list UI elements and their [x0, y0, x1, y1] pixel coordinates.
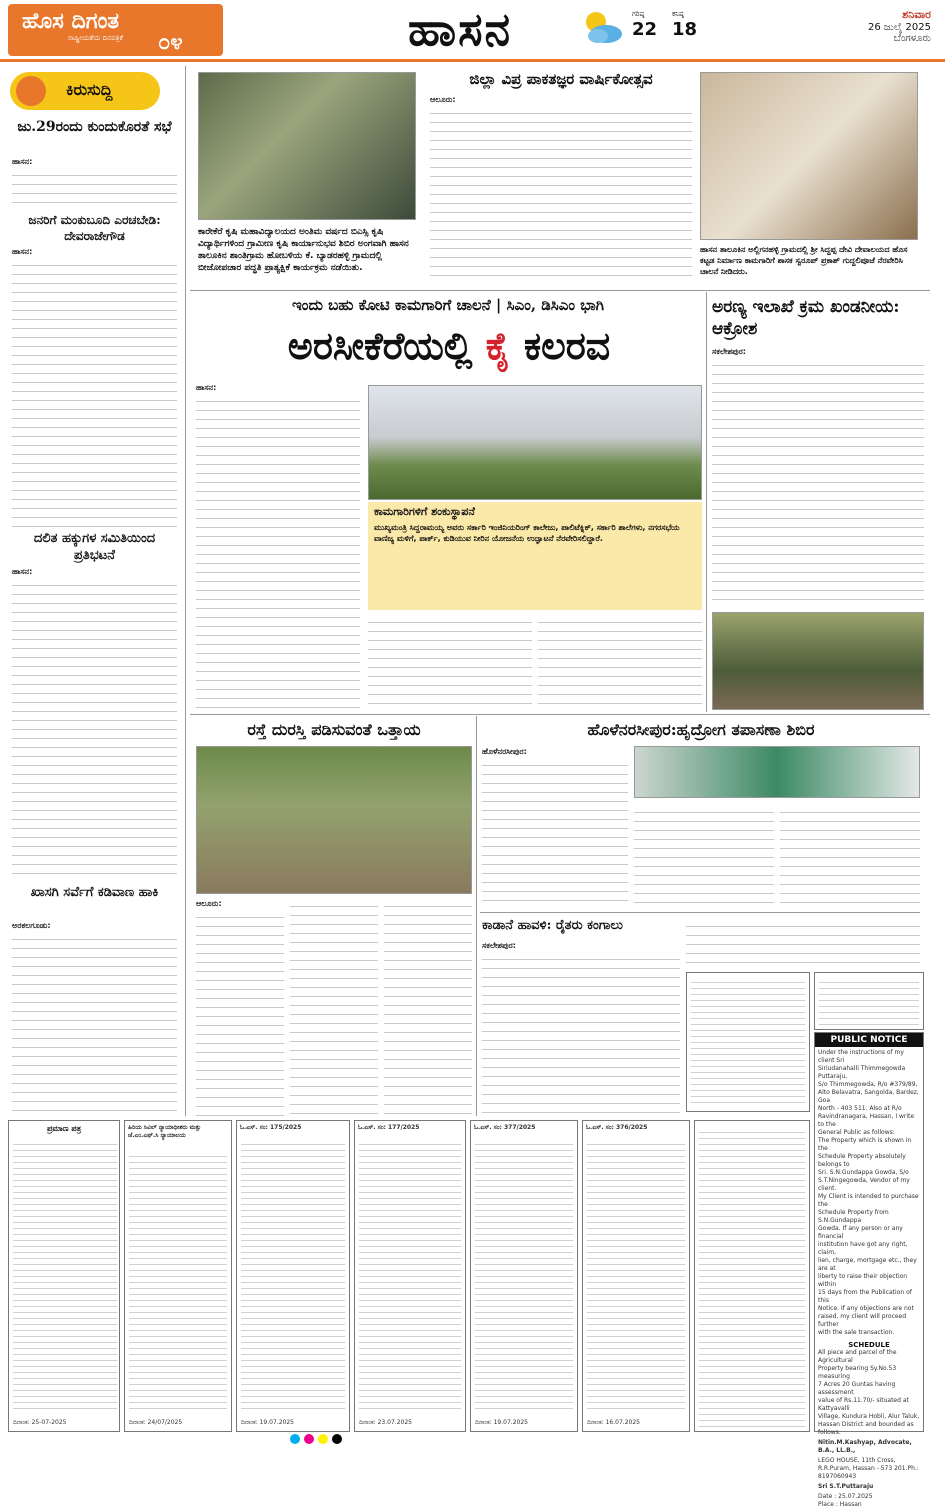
- public-notice-line: raised, my client will proceed further: [818, 1313, 907, 1328]
- public-notice-title: PUBLIC NOTICE: [815, 1033, 923, 1047]
- registration-mark-magenta: [304, 1434, 314, 1444]
- max-temp-block: [632, 10, 657, 40]
- court-date-1: ದಿನಾಂಕ: 24/07/2025: [129, 1419, 183, 1426]
- left-byline-3: ಹಾಸನ:: [12, 567, 33, 576]
- public-notice-line: General Public as follows:: [818, 1129, 895, 1136]
- registration-mark-black: [332, 1434, 342, 1444]
- max-temp-label: ಗರಿಷ್ಠ: [632, 10, 645, 18]
- public-notice-line: North - 403 511. Also at R/o: [818, 1105, 902, 1112]
- notice-address: LEGO HOUSE, 11th Cross, R.R.Puram, Hassan - 573 201.Ph.: 8197060943: [818, 1457, 919, 1480]
- road-body-col2: [290, 898, 378, 1116]
- public-notice-line: lien, charge, mortgage etc., they are at: [818, 1257, 917, 1272]
- public-notice-body: [815, 1047, 923, 1339]
- hand-icon: [16, 76, 46, 106]
- court-date-5: ದಿನಾಂಕ: 16.07.2025: [587, 1419, 640, 1426]
- public-notice-line: Schedule Property from S.N.Gundappa: [818, 1209, 889, 1224]
- certificate-notice: [8, 1120, 120, 1432]
- date-block: [868, 8, 931, 44]
- public-notice-line: with the sale transaction.: [818, 1329, 895, 1336]
- court-notice-text: [129, 1151, 227, 1413]
- heart-body-col2: [634, 804, 774, 907]
- certificate-text: [13, 1139, 117, 1409]
- certificate-date: ದಿನಾಂಕ: 25-07-2025: [13, 1419, 67, 1426]
- date-label: 26 ಜುಲೈ 2025: [868, 22, 931, 33]
- students-photo: [198, 72, 416, 220]
- public-notice-line: liberty to raise their objection within: [818, 1273, 908, 1288]
- max-temp: 22: [632, 19, 658, 40]
- lead-title: [196, 322, 702, 370]
- public-notice-line: Alto Belavatra, Sangolda, Bardez, Goa: [818, 1089, 919, 1104]
- students-photo-caption: ಕಾರೇಕೆರೆ ಕೃಷಿ ಮಹಾವಿದ್ಯಾಲಯದ ಅಂತಿಮ ವರ್ಷದ ಬಿಎಸ್ಸಿ ಕೃಷಿ ವಿದ್ಯಾರ್ಥಿಗಳಿಂದ ಗ್ರಾಮೀಣ ಕೃಷಿ ಕಾರ್ಯಾನುಭವ ಶಿಬಿರ ಅಂಗವಾಗಿ ಹಾಸನ ತಾಲೂಕಿನ ಶಾಂತಿಗ್ರಾಮ ಹೋಬಳಿಯ ಕೆ. ಬ್ಯಾಡರಹಳ್ಳಿ ಗ್ರಾಮದಲ್ಲಿ ಬೀಜೋಪಚಾರ ಪದ್ಧತಿ ಪ್ರಾತ್ಯಕ್ಷಿಕೆ ಕಾರ್ಯಕ್ರಮ ನಡೆಯಿತು.: [198, 227, 409, 273]
- column-divider: [476, 716, 477, 1116]
- left-body-1: [12, 167, 177, 207]
- court-notice-text: [475, 1139, 573, 1413]
- court-title: ಹಿರಿಯ ಸಿವಿಲ್ ನ್ಯಾಯಾಧೀಶರು ಮತ್ತು ಜೆ.ಎಂ.ಎಫ್.ಸಿ ನ್ಯಾಯಾಲಯ: [128, 1124, 201, 1139]
- court-notice-text: [359, 1139, 461, 1413]
- public-notice-line: Notice. If any objections are not: [818, 1305, 914, 1312]
- left-headline-1: ಜು.29ರಂದು ಕುಂದುಕೊರತೆ ಸಭೆ: [17, 119, 172, 135]
- road-headline: ರಸ್ತೆ ದುರಸ್ತಿ ಪಡಿಸುವಂತೆ ಒತ್ತಾಯ: [247, 720, 421, 739]
- min-temp: 18: [672, 19, 698, 40]
- min-temp-label: ಕನಿಷ್ಠ: [672, 10, 684, 18]
- heart-body-col3: [780, 804, 920, 907]
- left-headline-4: ಖಾಸಗಿ ಸರ್ವೆಗೆ ಕಡಿವಾಣ ಹಾಕಿ: [30, 885, 159, 900]
- lead-title-a: ಅರಸೀಕೆರೆಯಲ್ಲಿ: [287, 323, 486, 368]
- min-temp-block: [672, 10, 697, 40]
- lead-title-c: ಕಲರವ: [510, 323, 611, 368]
- section-divider: [190, 290, 930, 291]
- court-notice-4: [470, 1120, 578, 1432]
- court-notice-3: [354, 1120, 466, 1432]
- heart-byline: ಹೊಳೆನರಸೀಪುರ:: [482, 747, 527, 756]
- lead-box-text: ಮುಖ್ಯಮಂತ್ರಿ ಸಿದ್ದರಾಮಯ್ಯ ಅವರು ಸರ್ಕಾರಿ ಇಂಜಿನಿಯರಿಂಗ್ ಕಾಲೇಜು, ಪಾಲಿಟೆಕ್ನಿಕ್, ಸರ್ಕಾರಿ ಶಾಲೆಗಳು, ನಗರಸಭೆಯ ವಾಣಿಜ್ಯ ಮಳಿಗೆ, ಪಾರ್ಕ್, ಕುಡಿಯುವ ನೀರಿನ ಯೋಜನೆಯ ಉದ್ಘಾಟನೆ ನೆರವೇರಿಸಲಿದ್ದಾರೆ.: [374, 523, 680, 543]
- forest-headline: ಅರಣ್ಯ ಇಲಾಖೆ ಕ್ರಮ ಖಂಡನೀಯ: ಆಕ್ರೋಶ: [712, 297, 900, 339]
- case-number-4: ಓ.ಎಸ್. ಸಂ: 376/2025: [586, 1124, 648, 1131]
- public-notice-line: Ravindranagara, Hassan, I write to the: [818, 1113, 915, 1128]
- lead-body-col3: [538, 614, 702, 710]
- forest-body: [712, 357, 924, 607]
- court-date-4: ದಿನಾಂಕ: 19.07.2025: [475, 1419, 528, 1426]
- column-divider: [706, 292, 707, 712]
- logo: [8, 4, 223, 56]
- heart-headline: ಹೊಳೆನರಸೀಪುರ:ಹೃದ್ರೋಗ ತಪಾಸಣಾ ಶಿಬಿರ: [587, 720, 815, 739]
- case-number-1: ಓ.ಎಸ್. ಸಂ: 175/2025: [240, 1124, 302, 1131]
- logo-title: ಹೊಸ ದಿಗಂತ: [22, 8, 120, 34]
- legal-notice-text: [819, 977, 919, 1025]
- left-byline-4: ಅರಕಲಗೂಡು:: [12, 921, 51, 930]
- schedule-body: [815, 1349, 923, 1437]
- legal-notice-text: [691, 977, 805, 1107]
- court-notice-text: [699, 1127, 805, 1427]
- page-number: ೦೪: [158, 30, 183, 55]
- day-label: ಶನಿವಾರ: [902, 8, 931, 21]
- left-byline-2: ಹಾಸನ:: [12, 247, 33, 256]
- left-body-2: [12, 257, 177, 527]
- heart-body-col1: [482, 757, 628, 907]
- forest-byline: ಸಕಲೇಶಪುರ:: [712, 347, 746, 356]
- case-number-2: ಓ.ಎಸ್. ಸಂ: 177/2025: [358, 1124, 420, 1131]
- weather-icon: [578, 6, 626, 46]
- vipra-body: [430, 105, 692, 283]
- court-notice-text: [241, 1139, 345, 1413]
- lead-kicker: ಇಂದು ಬಹು ಕೋಟಿ ಕಾಮಗಾರಿಗೆ ಚಾಲನೆ | ಸಿಎಂ, ಡಿಸಿಎಂ ಭಾಗಿ: [292, 296, 604, 314]
- court-notice-1: [124, 1120, 232, 1432]
- left-headline-2: ಜನರಿಗೆ ಮಂಕುಬೂದಿ ಎರಚಬೇಡಿ: ದೇವರಾಜೇಗೌಡ: [28, 213, 161, 243]
- registration-mark-yellow: [318, 1434, 328, 1444]
- left-body-3: [12, 577, 177, 879]
- court-notice-5: [582, 1120, 690, 1432]
- section-divider: [190, 714, 930, 715]
- notice-place: Place : Hassan: [818, 1501, 862, 1508]
- schedule-line: Village, Kundura Hobli, Alur Taluk,: [818, 1413, 920, 1420]
- city-title: ಹಾಸನ: [408, 2, 513, 56]
- elephant-headline: ಕಾಡಾನೆ ಹಾವಳಿ: ರೈತರು ಕಂಗಾಲು: [482, 918, 623, 933]
- registration-mark-cyan: [290, 1434, 300, 1444]
- vipra-headline: ಜಿಲ್ಲಾ ವಿಪ್ರ ಪಾಕತಜ್ಞರ ವಾರ್ಷಿಕೋತ್ಸವ: [469, 70, 653, 88]
- public-notice-line: The Property which is shown in the: [818, 1137, 912, 1152]
- court-date-2: ದಿನಾಂಕ: 19.07.2025: [241, 1419, 294, 1426]
- lead-box-title: ಕಾಮಗಾರಿಗಳಿಗೆ ಶಂಕುಸ್ಥಾಪನೆ: [374, 505, 475, 518]
- left-headline-3: ದಲಿತ ಹಕ್ಕುಗಳ ಸಮಿತಿಯಿಂದ ಪ್ರತಿಭಟನೆ: [33, 531, 156, 563]
- road-body-col1: [196, 909, 284, 1116]
- temple-photo-caption: ಹಾಸನ ತಾಲೂಕಿನ ಅಲ್ಲಿಗನಹಳ್ಳಿ ಗ್ರಾಮದಲ್ಲಿ ಶ್ರೀ ಸಿದ್ದಪ್ಪ ದೇವಿ ದೇವಾಲಯದ ಹೊಸ ಕಟ್ಟಡ ನಿರ್ಮಾಣ ಕಾಮಗಾರಿಗೆ ಶಾಸಕ ಸ್ವರೂಪ್ ಪ್ರಕಾಶ್ ಗುದ್ದಲಿಪೂಜೆ ನೆರವೇರಿಸಿ ಚಾಲನೆ ನೀಡಿದರು.: [700, 245, 908, 276]
- public-notice-line: Sri. S.N.Gundappa Gowda, S/o: [818, 1169, 909, 1176]
- kirusuddi-label: ಕಿರುಸುದ್ದಿ: [66, 80, 113, 99]
- public-notice-line: Siriudanahalli Thimmegowda Puttaraju,: [818, 1065, 906, 1080]
- section-divider: [480, 912, 920, 913]
- legal-notice-box-2: [814, 972, 924, 1030]
- logo-tagline: ರಾಷ್ಟ್ರೀಯತೆಯ ದಿನಪತ್ರಿಕೆ: [68, 34, 123, 42]
- legal-notice-box-1: [686, 972, 810, 1112]
- schedule-line: value of Rs.11.70/- situated at Kattyavalli: [818, 1397, 909, 1412]
- heart-camp-photo: [634, 746, 920, 798]
- notice-date: Date : 25.07.2025: [818, 1493, 873, 1500]
- schedule-line: Hassan District and bounded as follows.: [818, 1421, 914, 1436]
- certificate-title: ಪ್ರಮಾಣ ಪತ್ರ: [46, 1124, 82, 1133]
- elephant-body-col1: [482, 951, 680, 1116]
- court-date-3: ದಿನಾಂಕ: 23.07.2025: [359, 1419, 412, 1426]
- elephant-byline: ಸಕಲೇಶಪುರ:: [482, 941, 516, 950]
- place-label: ಬೆಂಗಳೂರು: [893, 33, 931, 44]
- lead-highlight-box: [368, 502, 702, 610]
- court-notice-2: [236, 1120, 350, 1432]
- vipra-byline: ಆಲೂರು:: [430, 95, 456, 104]
- schedule-line: Property bearing Sy.No.53 measuring: [818, 1365, 897, 1380]
- court-notice-text: [587, 1139, 685, 1413]
- public-notice-line: Under the instructions of my client Sri: [818, 1049, 904, 1064]
- notice-sign-line: Sri S.T.Puttaraju: [818, 1483, 874, 1490]
- lead-byline: ಹಾಸನ:: [196, 383, 217, 392]
- public-notice-line: institution have got any right, claim,: [818, 1241, 908, 1256]
- temple-photo: [700, 72, 918, 240]
- case-number-3: ಓ.ಎಸ್. ಸಂ: 377/2025: [474, 1124, 536, 1131]
- public-notice-line: S.T.Ningegowda, Vendor of my client.: [818, 1177, 910, 1192]
- left-byline-1: ಹಾಸನ:: [12, 157, 33, 166]
- kirusuddi-badge: [10, 72, 160, 110]
- public-notice-line: S/o Thimmegowda, R/o #379/89,: [818, 1081, 918, 1088]
- forest-protest-photo: [712, 612, 924, 710]
- public-notice-line: Gowda. If any person or any financial: [818, 1225, 903, 1240]
- left-body-4: [12, 931, 177, 1116]
- road-byline: ಆಲೂರು:: [196, 899, 222, 908]
- pandal-photo: [368, 385, 702, 500]
- elephant-body-col2: [686, 918, 920, 968]
- road-body-col3: [384, 898, 472, 1116]
- court-notice-6: [694, 1120, 810, 1432]
- lead-title-highlight: ಕೈ: [485, 323, 511, 368]
- lead-body-col1: [196, 393, 360, 710]
- schedule-title: SCHEDULE: [848, 1341, 890, 1349]
- schedule-line: 7 Acres 20 Guntas having assessment: [818, 1381, 896, 1396]
- column-divider: [185, 66, 186, 1116]
- public-notice-line: My Client is intended to purchase the: [818, 1193, 919, 1208]
- public-notice-line: 15 days from the Publication of this: [818, 1289, 912, 1304]
- schedule-line: All piece and parcel of the Agricultural: [818, 1349, 897, 1364]
- public-notice-line: Schedule Property absolutely belongs to: [818, 1153, 906, 1168]
- public-notice: [814, 1032, 924, 1508]
- road-photo: [196, 746, 472, 894]
- lead-body-col2: [368, 614, 532, 710]
- notice-signer: Nitin.M.Kashyap, Advocate, B.A., LL.B.,: [818, 1439, 912, 1454]
